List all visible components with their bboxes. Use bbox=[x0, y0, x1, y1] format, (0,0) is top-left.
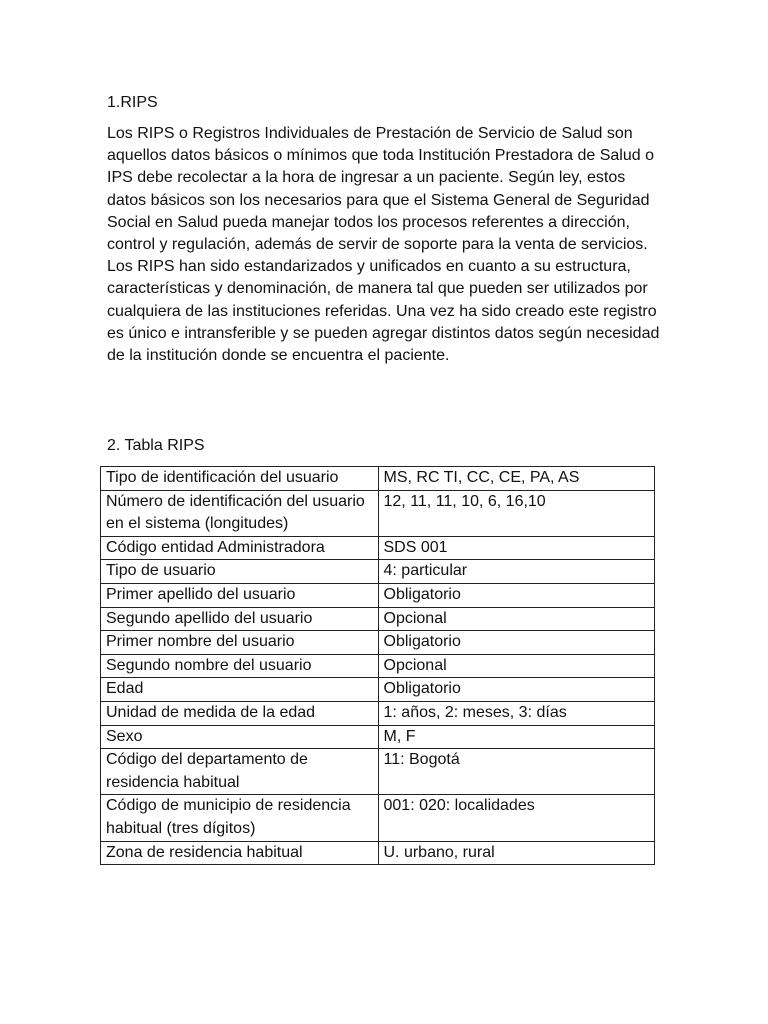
field-cell: Código entidad Administradora bbox=[101, 536, 379, 560]
field-cell: Segundo nombre del usuario bbox=[101, 654, 379, 678]
value-cell: Obligatorio bbox=[378, 678, 655, 702]
field-cell: Tipo de usuario bbox=[101, 560, 379, 584]
value-cell: Opcional bbox=[378, 654, 655, 678]
table-row bbox=[101, 490, 655, 536]
value-cell: SDS 001 bbox=[378, 536, 655, 560]
field-cell: Primer nombre del usuario bbox=[101, 631, 379, 655]
value-cell: 1: años, 2: meses, 3: días bbox=[378, 701, 655, 725]
value-cell: 11: Bogotá bbox=[378, 749, 655, 795]
value-cell: MS, RC TI, CC, CE, PA, AS bbox=[378, 467, 655, 491]
table-row bbox=[101, 725, 655, 749]
field-cell: Segundo apellido del usuario bbox=[101, 607, 379, 631]
section-2-heading: 2. Tabla RIPS bbox=[107, 437, 205, 454]
table-row bbox=[101, 678, 655, 702]
table-row bbox=[101, 631, 655, 655]
table-row bbox=[101, 560, 655, 584]
value-cell: M, F bbox=[378, 725, 655, 749]
field-cell: Zona de residencia habitual bbox=[101, 841, 379, 865]
value-cell: 001: 020: localidades bbox=[378, 795, 655, 841]
table-row bbox=[101, 701, 655, 725]
field-cell: Código de municipio de residencia habitual (tres dígitos) bbox=[101, 795, 379, 841]
section-1-body bbox=[107, 123, 667, 367]
table-row bbox=[101, 583, 655, 607]
table-row bbox=[101, 536, 655, 560]
field-cell: Edad bbox=[101, 678, 379, 702]
value-cell: Obligatorio bbox=[378, 583, 655, 607]
paragraph-2: Los RIPS han sido estandarizados y unificados en cuanto a su estructura, características y denominación, de manera tal que pueden ser utilizados por cualquiera de las instituciones referidas. Una vez ha sido creado este registro es único e intransferible y se pueden agregar distintos datos según necesidad de la institución donde se encuentra el paciente. bbox=[107, 258, 660, 365]
field-cell: Primer apellido del usuario bbox=[101, 583, 379, 607]
section-1-heading: 1.RIPS bbox=[107, 94, 158, 111]
field-cell: Sexo bbox=[101, 725, 379, 749]
rips-table bbox=[100, 466, 655, 865]
table-row bbox=[101, 654, 655, 678]
value-cell: Obligatorio bbox=[378, 631, 655, 655]
table-row bbox=[101, 749, 655, 795]
field-cell: Código del departamento de residencia habitual bbox=[101, 749, 379, 795]
table-row bbox=[101, 795, 655, 841]
field-cell: Número de identificación del usuario en el sistema (longitudes) bbox=[101, 490, 379, 536]
field-cell: Unidad de medida de la edad bbox=[101, 701, 379, 725]
value-cell: 12, 11, 11, 10, 6, 16,10 bbox=[378, 490, 655, 536]
table-row bbox=[101, 467, 655, 491]
field-cell: Tipo de identificación del usuario bbox=[101, 467, 379, 491]
paragraph-1: Los RIPS o Registros Individuales de Prestación de Servicio de Salud son aquellos datos básicos o mínimos que toda Institución Prestadora de Salud o IPS debe recolectar a la hora de ingresar a un paciente. Según ley, estos datos básicos son los necesarios para que el Sistema General de Seguridad Social en Salud pueda manejar todos los procesos referentes a dirección, control y regulación, además de servir de soporte para la venta de servicios. bbox=[107, 125, 654, 254]
value-cell: U. urbano, rural bbox=[378, 841, 655, 865]
table-row bbox=[101, 841, 655, 865]
value-cell: Opcional bbox=[378, 607, 655, 631]
table-row bbox=[101, 607, 655, 631]
value-cell: 4: particular bbox=[378, 560, 655, 584]
